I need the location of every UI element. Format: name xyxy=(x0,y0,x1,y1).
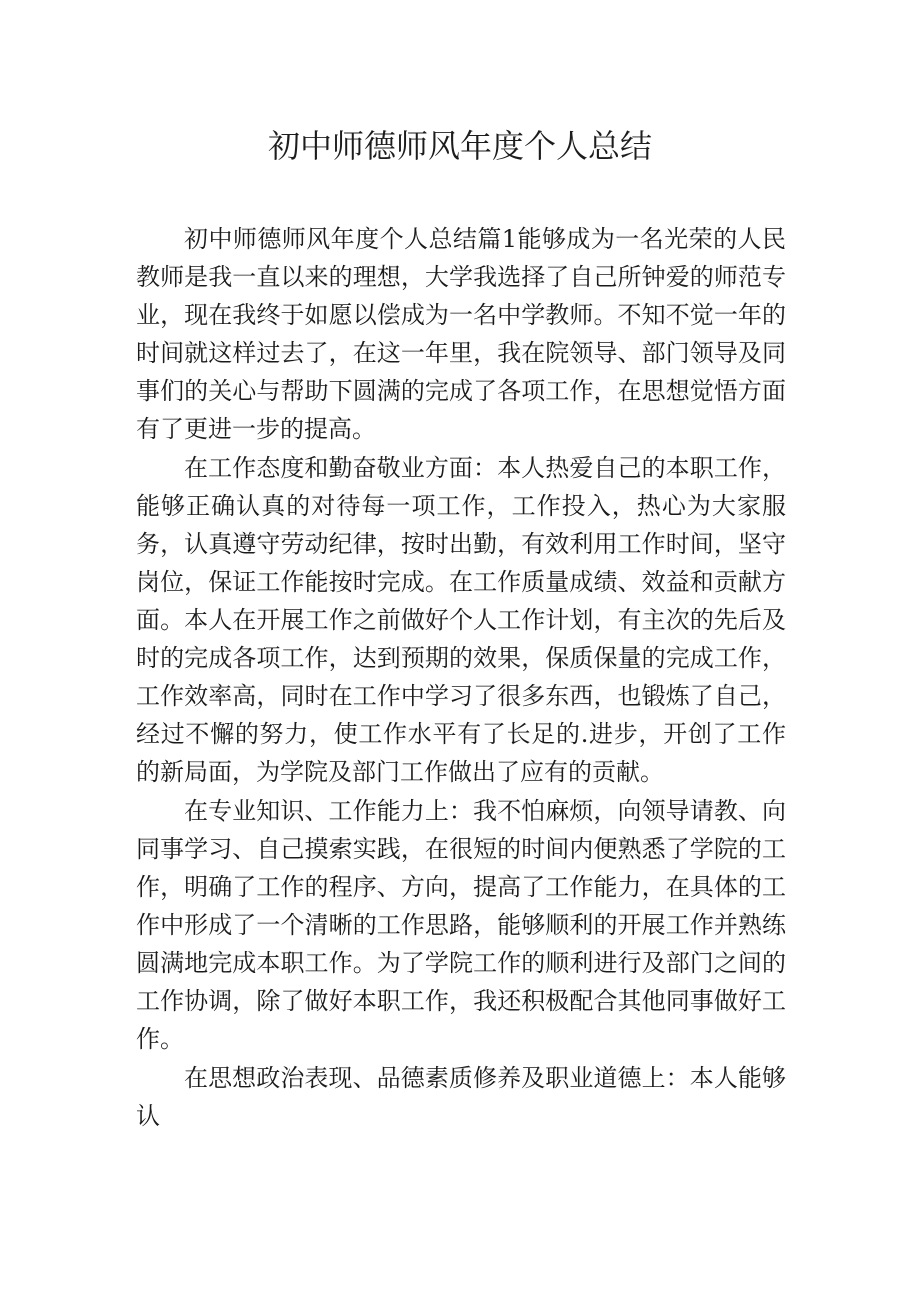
paragraph-2: 在工作态度和勤奋敬业方面：本人热爱自己的本职工作，能够正确认真的对待每一项工作，工作投入，热心为大家服务，认真遵守劳动纪律，按时出勤，有效利用工作时间，坚守岗位，保证工作能按时完成。在工作质量成绩、效益和贡献方面。本人在开展工作之前做好个人工作计划，有主次的先后及时的完成各项工作，达到预期的效果，保质保量的完成工作，工作效率高，同时在工作中学习了很多东西，也锻炼了自己，经过不懈的努力，使工作水平有了长足的.进步，开创了工作的新局面，为学院及部门工作做出了应有的贡献。 xyxy=(136,454,786,786)
document-body xyxy=(136,220,786,1135)
paragraph-1: 初中师德师风年度个人总结篇1能够成为一名光荣的人民教师是我一直以来的理想，大学我选择了自己所钟爱的师范专业，现在我终于如愿以偿成为一名中学教师。不知不觉一年的时间就这样过去了，在这一年里，我在院领导、部门领导及同事们的关心与帮助下圆满的完成了各项工作，在思想觉悟方面有了更进一步的提高。 xyxy=(136,225,786,443)
document-title: 初中师德师风年度个人总结 xyxy=(267,127,652,165)
paragraph-4: 在思想政治表现、品德素质修养及职业道德上：本人能够认 xyxy=(136,1064,786,1130)
paragraph-3: 在专业知识、工作能力上：我不怕麻烦，向领导请教、向同事学习、自己摸索实践，在很短的时间内便熟悉了学院的工作，明确了工作的程序、方向，提高了工作能力，在具体的工作中形成了一个清晰的工作思路，能够顺利的开展工作并熟练圆满地完成本职工作。为了学院工作的顺利进行及部门之间的工作协调，除了做好本职工作，我还积极配合其他同事做好工作。 xyxy=(136,797,786,1053)
